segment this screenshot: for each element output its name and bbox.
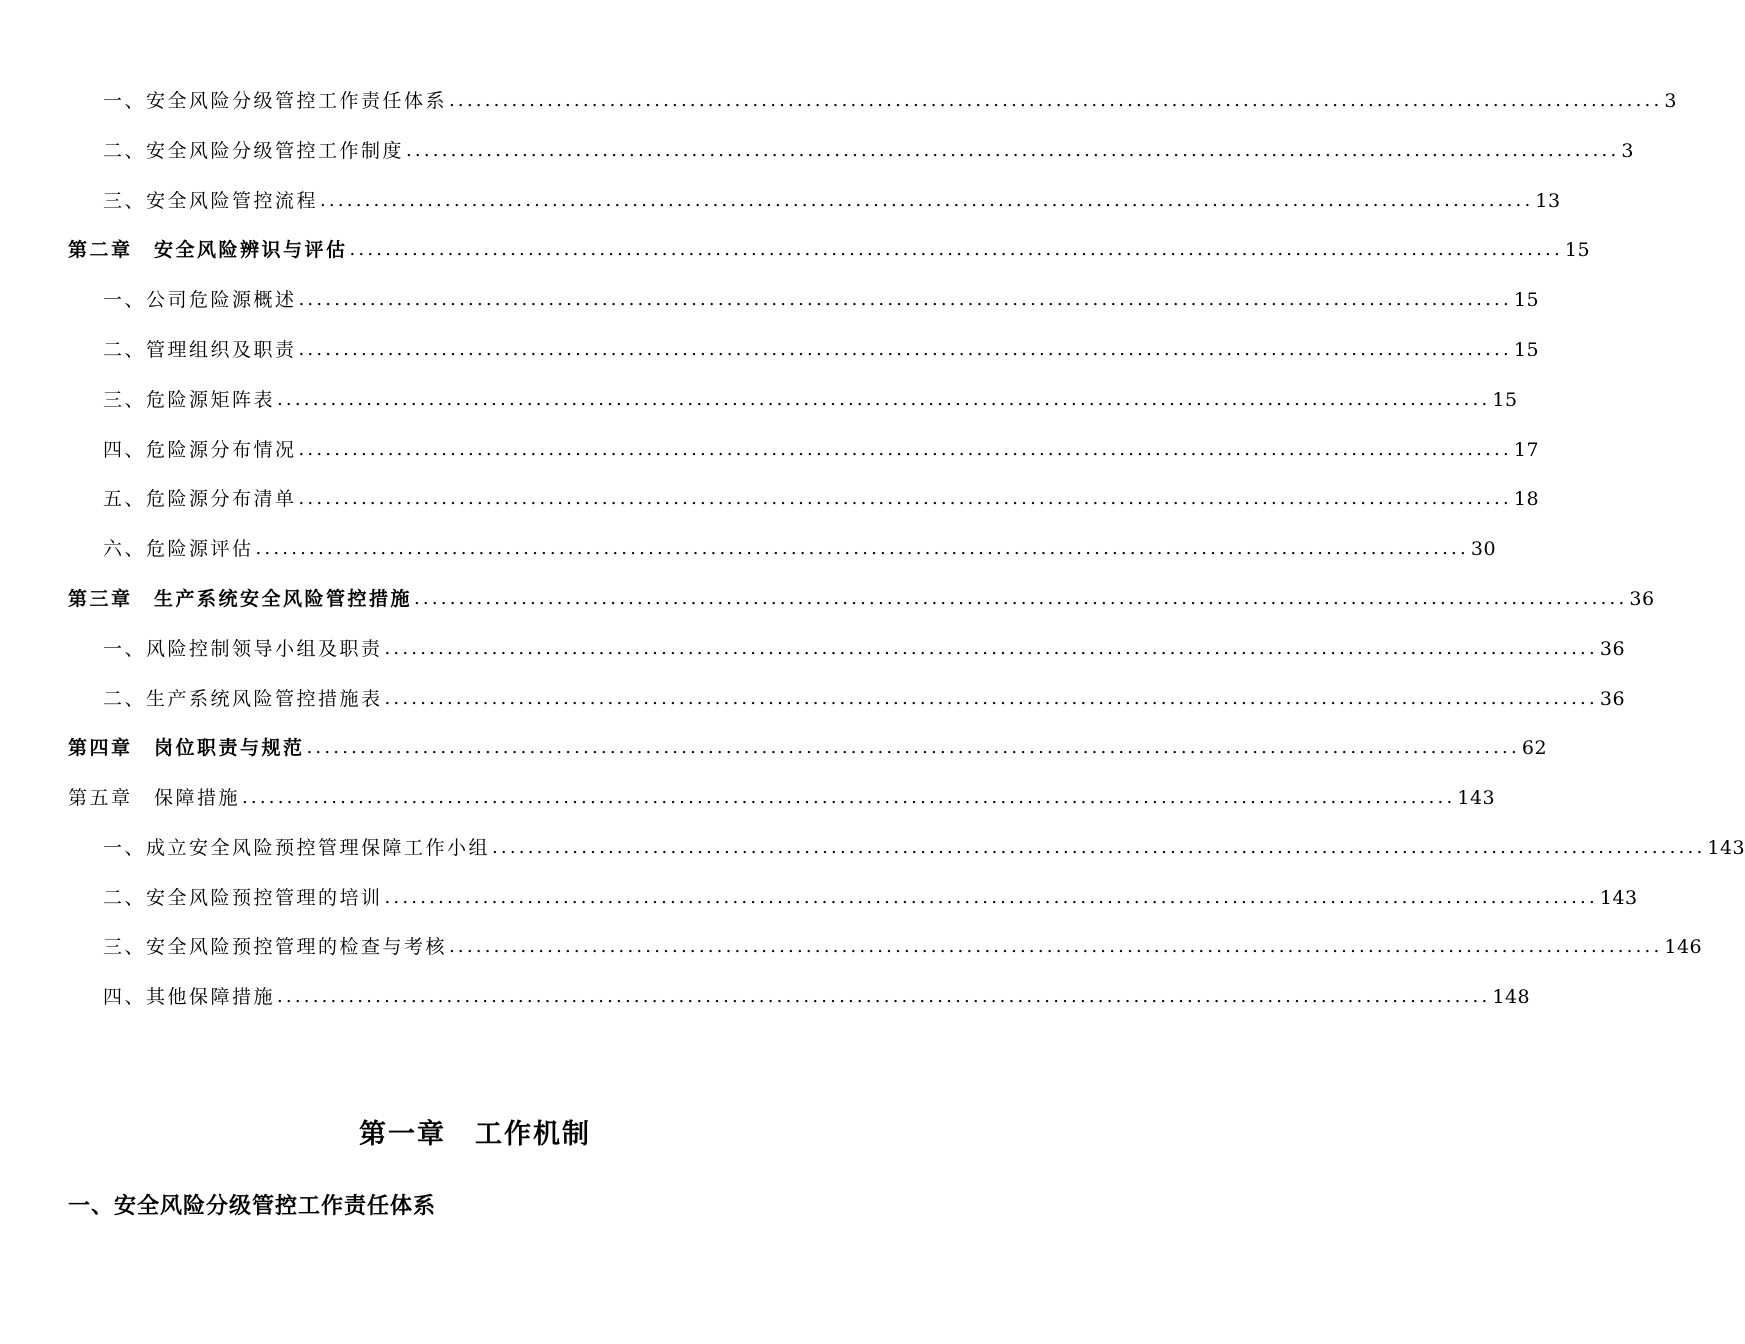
toc-entry-label: 一、安全风险分级管控工作责任体系 <box>103 90 448 112</box>
toc-entry[interactable] <box>103 833 1745 863</box>
toc-entry-page: 3 <box>1621 140 1634 162</box>
toc-leader-dots: ........................................................................................................................................ <box>449 936 1663 957</box>
toc-leader-dots: ........................................................................................................................................ <box>255 538 1469 559</box>
toc-entry[interactable] <box>103 883 1638 913</box>
toc-entry-label: 第二章 安全风险辨识与评估 <box>68 239 348 261</box>
toc-entry-page: 148 <box>1492 986 1531 1008</box>
toc-entry-label: 一、公司危险源概述 <box>103 289 297 311</box>
toc-entry-page: 36 <box>1599 688 1626 710</box>
toc-entry[interactable] <box>103 86 1677 116</box>
toc-entry-page: 15 <box>1513 339 1540 361</box>
toc-entry-page: 62 <box>1521 737 1548 759</box>
toc-leader-dots: ........................................................................................................................................ <box>320 190 1534 211</box>
toc-entry-label: 一、风险控制领导小组及职责 <box>103 638 383 660</box>
toc-entry-label: 五、危险源分布清单 <box>103 488 297 510</box>
toc-entry[interactable] <box>103 285 1540 315</box>
toc-entry-label: 三、安全风险预控管理的检查与考核 <box>103 936 448 958</box>
toc-entry[interactable] <box>103 634 1626 664</box>
toc-entry-label: 六、危险源评估 <box>103 538 254 560</box>
toc-entry-label: 二、生产系统风险管控措施表 <box>103 688 383 710</box>
toc-leader-dots: ........................................................................................................................................ <box>414 588 1628 609</box>
toc-leader-dots: ........................................................................................................................................ <box>242 787 1456 808</box>
toc-entry[interactable] <box>103 335 1540 365</box>
toc-entry-page: 146 <box>1664 936 1703 958</box>
toc-leader-dots: ........................................................................................................................................ <box>298 339 1512 360</box>
toc-entry[interactable] <box>103 982 1531 1012</box>
toc-entry[interactable] <box>103 534 1497 564</box>
toc-entry-label: 二、管理组织及职责 <box>103 339 297 361</box>
toc-entry-label: 四、危险源分布情况 <box>103 439 297 461</box>
section-heading: 一、安全风险分级管控工作责任体系 <box>68 1193 437 1219</box>
toc-entry-page: 3 <box>1664 90 1677 112</box>
toc-entry-label: 四、其他保障措施 <box>103 986 276 1008</box>
toc-leader-dots: ........................................................................................................................................ <box>298 439 1512 460</box>
toc-leader-dots: ........................................................................................................................................ <box>492 837 1706 858</box>
toc-entry[interactable] <box>103 136 1634 166</box>
toc-leader-dots: ........................................................................................................................................ <box>306 737 1520 758</box>
toc-entry-label: 第五章 保障措施 <box>68 787 241 809</box>
toc-entry-label: 二、安全风险预控管理的培训 <box>103 887 383 909</box>
toc-entry-page: 36 <box>1599 638 1626 660</box>
toc-leader-dots: ........................................................................................................................................ <box>277 389 1491 410</box>
toc-entry-label: 一、成立安全风险预控管理保障工作小组 <box>103 837 491 859</box>
toc-entry-label: 三、安全风险管控流程 <box>103 190 319 212</box>
toc-entry-page: 143 <box>1599 887 1638 909</box>
toc-leader-dots: ........................................................................................................................................ <box>349 239 1563 260</box>
toc-entry-page: 143 <box>1707 837 1745 859</box>
toc-entry[interactable] <box>103 385 1518 415</box>
toc-entry-page: 15 <box>1564 239 1591 261</box>
toc-chapter-entry[interactable] <box>68 783 1496 813</box>
toc-entry-label: 三、危险源矩阵表 <box>103 389 276 411</box>
toc-chapter-entry[interactable] <box>68 235 1591 265</box>
toc-entry-page: 18 <box>1513 488 1540 510</box>
toc-entry-label: 第四章 岗位职责与规范 <box>68 737 305 759</box>
toc-entry-label: 二、安全风险分级管控工作制度 <box>103 140 405 162</box>
toc-entry-page: 143 <box>1457 787 1496 809</box>
toc-leader-dots: ........................................................................................................................................ <box>277 986 1491 1007</box>
toc-entry-page: 17 <box>1513 439 1540 461</box>
toc-chapter-entry[interactable] <box>68 733 1548 763</box>
toc-entry-page: 30 <box>1470 538 1497 560</box>
toc-leader-dots: ........................................................................................................................................ <box>384 887 1598 908</box>
toc-entry-label: 第三章 生产系统安全风险管控措施 <box>68 588 413 610</box>
toc-entry-page: 15 <box>1492 389 1518 411</box>
toc-chapter-entry[interactable] <box>68 584 1655 614</box>
toc-entry[interactable] <box>103 186 1561 216</box>
toc-leader-dots: ........................................................................................................................................ <box>449 90 1663 111</box>
chapter-heading: 第一章 工作机制 <box>359 1119 591 1150</box>
toc-entry[interactable] <box>103 484 1540 514</box>
toc-entry[interactable] <box>103 684 1626 714</box>
toc-entry[interactable] <box>103 435 1540 465</box>
toc-entry[interactable] <box>103 932 1703 962</box>
toc-leader-dots: ........................................................................................................................................ <box>384 688 1598 709</box>
toc-entry-page: 13 <box>1535 190 1561 212</box>
toc-entry-page: 36 <box>1629 588 1655 610</box>
toc-leader-dots: ........................................................................................................................................ <box>406 140 1620 161</box>
toc-entry-page: 15 <box>1513 289 1540 311</box>
toc-leader-dots: ........................................................................................................................................ <box>384 638 1598 659</box>
toc-leader-dots: ........................................................................................................................................ <box>298 289 1512 310</box>
toc-leader-dots: ........................................................................................................................................ <box>298 488 1512 509</box>
